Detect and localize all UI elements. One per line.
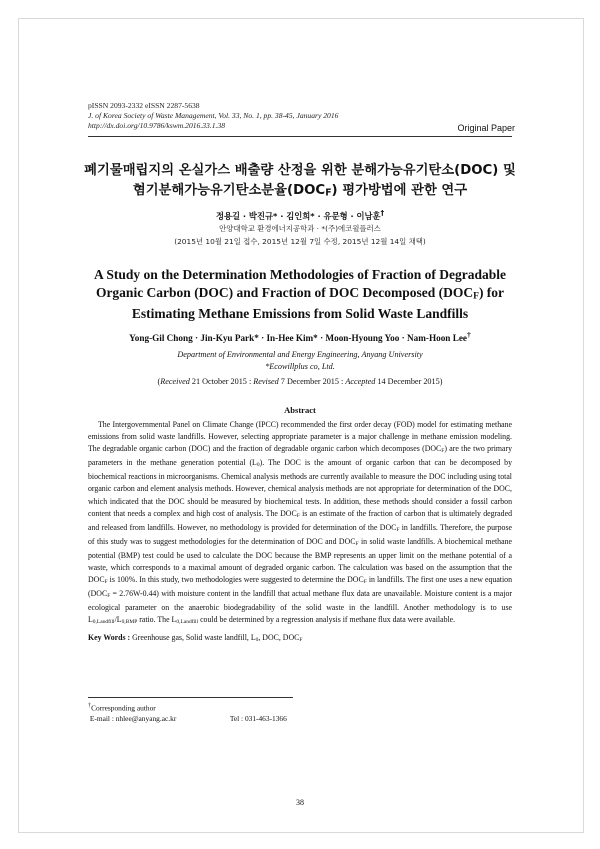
citation-line: J. of Korea Society of Waste Management, Vol. 33, No. 1, pp. 38-45, January 2016 [88,111,339,120]
korean-title [60,161,540,203]
issn-line: pISSN 2093-2332 eISSN 2287-5638 [88,101,200,110]
abstract-body: The Intergovernmental Panel on Climate Change (IPCC) recommended the first order decay (FOD) model for estimating methane emissions from solid waste landfills. However, selecting appropriate parameter is a major challenge in methane emission modeling. The degradable organic carbon (DOC) and the fraction of degradable organic carbon which decomposes (DOCF) are the two primary parameters in the methane generation potential (L0). The DOC is the amount of organic carbon that can be decomposed by biochemical reactions in microorganisms. Chemical analysis methods are currently available to measure the DOC including using total organic carbon and element analysis methods. However, chemical analysis methods are not appropriate for determination of the DOC, which indicated that the DOC should be measured by biochemical tests. In addition, these methods should consider a fossil carbon content that needs a complex and high cost of analysis. The DOCF is an estimate of the fraction of carbon that is ultimately degraded and released from landfills. However, no methodology is provided for determination of the DOCF in landfills. Therefore, the purpose of this study was to suggest methodologies for the determination of DOC and DOCF in solid waste landfills. A biochemical methane potential (BMP) test could be used to calculate the DOC because the BMP represents an upper limit on the methane potential of a waste, which corresponds to a maximal amount of degraded organic carbon. The calculation was based on the assumption that the DOCF is 100%. In this study, two methodologies were suggested to determine the DOCF in landfills. The first one uses a new equation (DOCF = 2.76W-0.44) with moisture content in the landfill that actual methane flux data are unavailable. Moisture content is a major ecological parameter on the anaerobic biodegradability of the solid waste in the landfill. Another methodology is to use L0,Landfill/L0,BMP ratio. The L0,Landfill could be determined by a regression analysis if methane flux data were available. [88,420,513,625]
korean-authors: 정용길 · 박진규* · 김인희* · 유문형 · 이남훈† [215,209,385,221]
english-authors: Yong-Gil Chong · Jin-Kyu Park* · In-Hee Kim* · Moon-Hyoung Yoo · Nam-Hoon Lee† [129,330,471,344]
journal-header [88,101,338,131]
abstract-heading: Abstract [284,405,316,415]
footnote-tel: Tel : 031-463-1366 [229,713,287,723]
doi-link[interactable]: http://dx.doi.org/10.9786/kswm.2016.33.1.38 [88,121,226,130]
korean-affiliation: 안양대학교 환경에너지공학과 · *(주)에코윌플러스 [219,224,381,233]
footnote-contact [88,714,287,725]
footnote [88,701,287,724]
paper-type-label: Original Paper [457,123,515,133]
english-dates: (Received 21 October 2015 : Revised 7 December 2015 : Accepted 14 December 2015) [157,377,443,386]
footnote-corresponding: †Corresponding author [88,703,156,713]
footnote-email: E-mail : nhlee@anyang.ac.kr [89,713,177,723]
keywords: Key Words : Greenhouse gas, Solid waste landfill, L0, DOC, DOCF [88,633,303,643]
english-title-line2: Organic Carbon (DOC) and Fraction of DOC Decomposed (DOCF) for [95,284,505,301]
korean-title-line2: 혐기분해가능유기탄소분율(DOCF) 평가방법에 관한 연구 [132,183,468,199]
korean-title-line1: 폐기물매립지의 온실가스 배출량 산정을 위한 분해가능유기탄소(DOC) 및 [84,163,516,178]
english-affiliation-1: Department of Environmental and Energy Engineering, Anyang University [177,350,423,359]
footnote-divider [88,697,293,698]
english-title [60,266,540,323]
english-title-line1: A Study on the Determination Methodologies of Fraction of Degradable [93,267,507,282]
header-divider [88,136,512,137]
page-number: 38 [296,798,304,807]
english-title-line3: Estimating Methane Emissions from Solid Waste Landfills [131,306,469,322]
english-affiliation-2: *Ecowillplus co, Ltd. [265,362,335,371]
korean-dates: (2015년 10월 21일 접수, 2015년 12월 7일 수정, 2015년 12월 14일 채택) [174,237,426,246]
